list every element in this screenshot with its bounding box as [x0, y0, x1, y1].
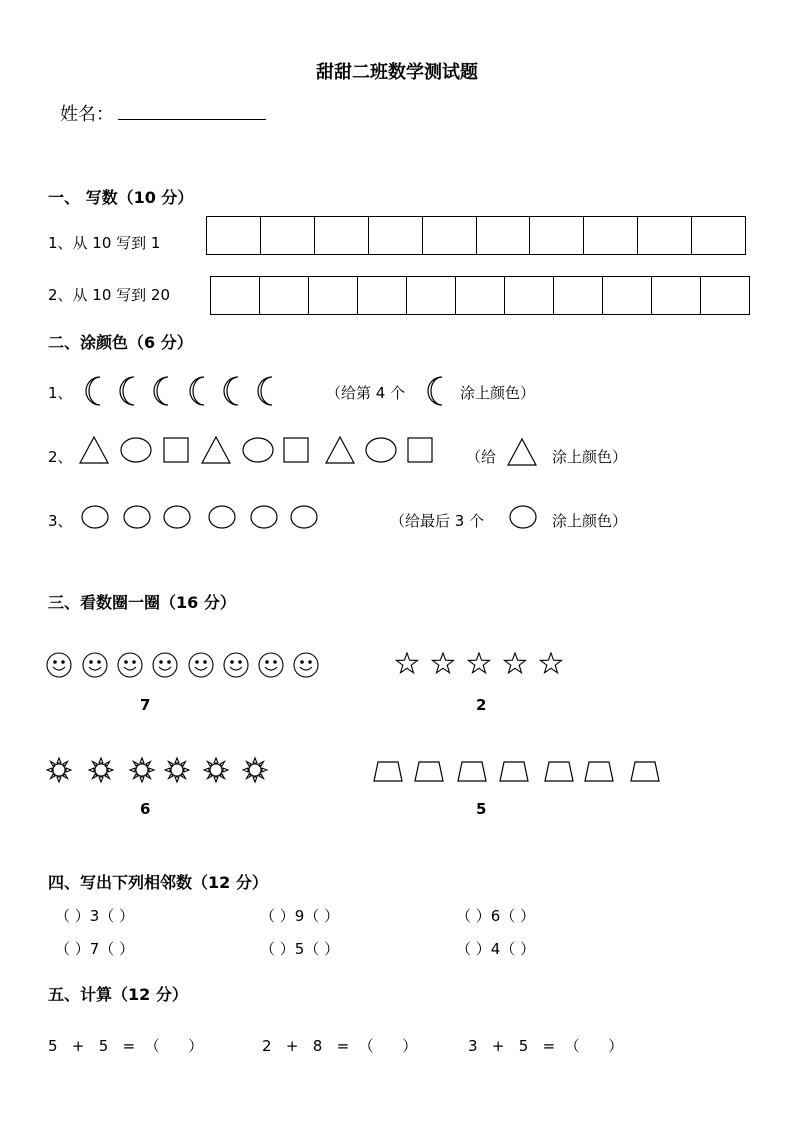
star-icon	[433, 653, 454, 673]
s2-q3-label: 3、	[48, 512, 73, 530]
answer-box[interactable]	[260, 217, 314, 254]
s1-answer-grid-2[interactable]	[210, 276, 750, 315]
star-icon	[505, 653, 526, 673]
section-4-heading: 四、写出下列相邻数（12 分）	[48, 873, 268, 892]
star-group	[396, 652, 568, 678]
name-field[interactable]	[60, 100, 266, 126]
square-icon	[164, 438, 188, 462]
moon-icon	[422, 374, 452, 408]
answer-box[interactable]	[602, 277, 651, 314]
circle-icon	[164, 506, 190, 528]
trapezoid-icon	[415, 762, 443, 781]
star-icon	[397, 653, 418, 673]
s2-q2-shapes	[78, 434, 438, 468]
s1-answer-grid-1[interactable]	[206, 216, 746, 255]
circle-icon	[291, 506, 317, 528]
moon-icon	[190, 377, 204, 405]
circle-icon	[209, 506, 235, 528]
sun-group	[46, 757, 272, 785]
circle-icon	[251, 506, 277, 528]
answer-box[interactable]	[422, 217, 476, 254]
circle-icon	[366, 438, 396, 462]
answer-box[interactable]	[529, 217, 583, 254]
star-icon	[469, 653, 490, 673]
neighbor-item[interactable]: （ ）5（ ）	[260, 940, 340, 958]
name-label: 姓名：	[60, 104, 114, 125]
moon-icon	[86, 377, 100, 405]
section-1-heading: 一、 写数（10 分）	[48, 188, 194, 207]
square-icon	[408, 438, 432, 462]
answer-box[interactable]	[637, 217, 691, 254]
answer-box[interactable]	[455, 277, 504, 314]
circle-icon	[508, 504, 538, 532]
trapezoid-icon	[458, 762, 486, 781]
s2-q3-hint-b: 涂上颜色）	[552, 512, 628, 530]
answer-box[interactable]	[308, 277, 357, 314]
s2-q2-label: 2、	[48, 448, 73, 466]
triangle-icon	[506, 436, 538, 468]
moon-icon	[120, 377, 134, 405]
answer-box[interactable]	[583, 217, 637, 254]
neighbor-item[interactable]: （ ）7（ ）	[55, 940, 135, 958]
moon-icon	[258, 377, 272, 405]
square-icon	[284, 438, 308, 462]
neighbor-item[interactable]: （ ）3（ ）	[55, 907, 135, 925]
section-5-heading: 五、计算（12 分）	[48, 985, 188, 1004]
circle-icon	[243, 438, 273, 462]
triangle-icon	[326, 437, 354, 463]
calc-item[interactable]: 2 + 8 = （ ）	[262, 1037, 418, 1055]
answer-box[interactable]	[504, 277, 553, 314]
answer-box[interactable]	[357, 277, 406, 314]
s2-q2-hint-a: （给	[466, 448, 497, 466]
answer-box[interactable]	[314, 217, 368, 254]
s2-q2-hint-b: 涂上颜色）	[552, 448, 628, 466]
answer-box[interactable]	[211, 277, 259, 314]
smiley-icon	[294, 653, 318, 677]
calc-item[interactable]: 5 + 5 = （ ）	[48, 1037, 204, 1055]
sun-number: 6	[140, 800, 151, 818]
trapezoid-icon	[585, 762, 613, 781]
smiley-icon	[118, 653, 142, 677]
s1-question-2: 2、从 10 写到 20	[48, 286, 171, 304]
answer-box[interactable]	[553, 277, 602, 314]
s1-question-1: 1、从 10 写到 1	[48, 234, 161, 252]
page-title: 甜甜二班数学测试题	[316, 62, 478, 83]
answer-box[interactable]	[691, 217, 745, 254]
section-3-heading: 三、看数圈一圈（16 分）	[48, 593, 236, 612]
answer-box[interactable]	[406, 277, 455, 314]
sun-icon	[89, 758, 113, 782]
circle-icon	[121, 438, 151, 462]
smiley-icon	[47, 653, 71, 677]
triangle-icon	[202, 437, 230, 463]
trapezoid-icon	[545, 762, 573, 781]
trapezoid-number: 5	[476, 800, 487, 818]
answer-box[interactable]	[651, 277, 700, 314]
trapezoid-group	[372, 760, 662, 784]
star-number: 2	[476, 696, 487, 714]
section-2-heading: 二、涂颜色（6 分）	[48, 333, 193, 352]
answer-box[interactable]	[476, 217, 530, 254]
smiley-icon	[153, 653, 177, 677]
calc-item[interactable]: 3 + 5 = （ ）	[468, 1037, 624, 1055]
smiley-group	[46, 652, 326, 680]
neighbor-item[interactable]: （ ）4（ ）	[456, 940, 536, 958]
s2-q1-hint-a: （给第 4 个	[326, 384, 406, 402]
s2-q3-hint-a: （给最后 3 个	[390, 512, 485, 530]
triangle-icon	[80, 437, 108, 463]
sun-icon	[204, 758, 228, 782]
moon-icon	[154, 377, 168, 405]
answer-box[interactable]	[207, 217, 260, 254]
answer-box[interactable]	[259, 277, 308, 314]
sun-icon	[130, 758, 154, 782]
smiley-icon	[259, 653, 283, 677]
smiley-icon	[224, 653, 248, 677]
sun-icon	[243, 758, 267, 782]
smiley-number: 7	[140, 696, 151, 714]
smiley-icon	[189, 653, 213, 677]
neighbor-item[interactable]: （ ）9（ ）	[260, 907, 340, 925]
trapezoid-icon	[374, 762, 402, 781]
answer-box[interactable]	[368, 217, 422, 254]
s2-q3-circles	[80, 504, 325, 532]
name-blank-line[interactable]	[118, 105, 266, 120]
s2-q1-moons	[80, 374, 280, 408]
smiley-icon	[83, 653, 107, 677]
trapezoid-icon	[500, 762, 528, 781]
circle-icon	[82, 506, 108, 528]
s2-q1-hint-b: 涂上颜色）	[460, 384, 536, 402]
moon-icon	[224, 377, 238, 405]
s2-q1-label: 1、	[48, 384, 73, 402]
answer-box[interactable]	[700, 277, 749, 314]
star-icon	[541, 653, 562, 673]
trapezoid-icon	[631, 762, 659, 781]
sun-icon	[47, 758, 71, 782]
circle-icon	[124, 506, 150, 528]
neighbor-item[interactable]: （ ）6（ ）	[456, 907, 536, 925]
sun-icon	[165, 758, 189, 782]
